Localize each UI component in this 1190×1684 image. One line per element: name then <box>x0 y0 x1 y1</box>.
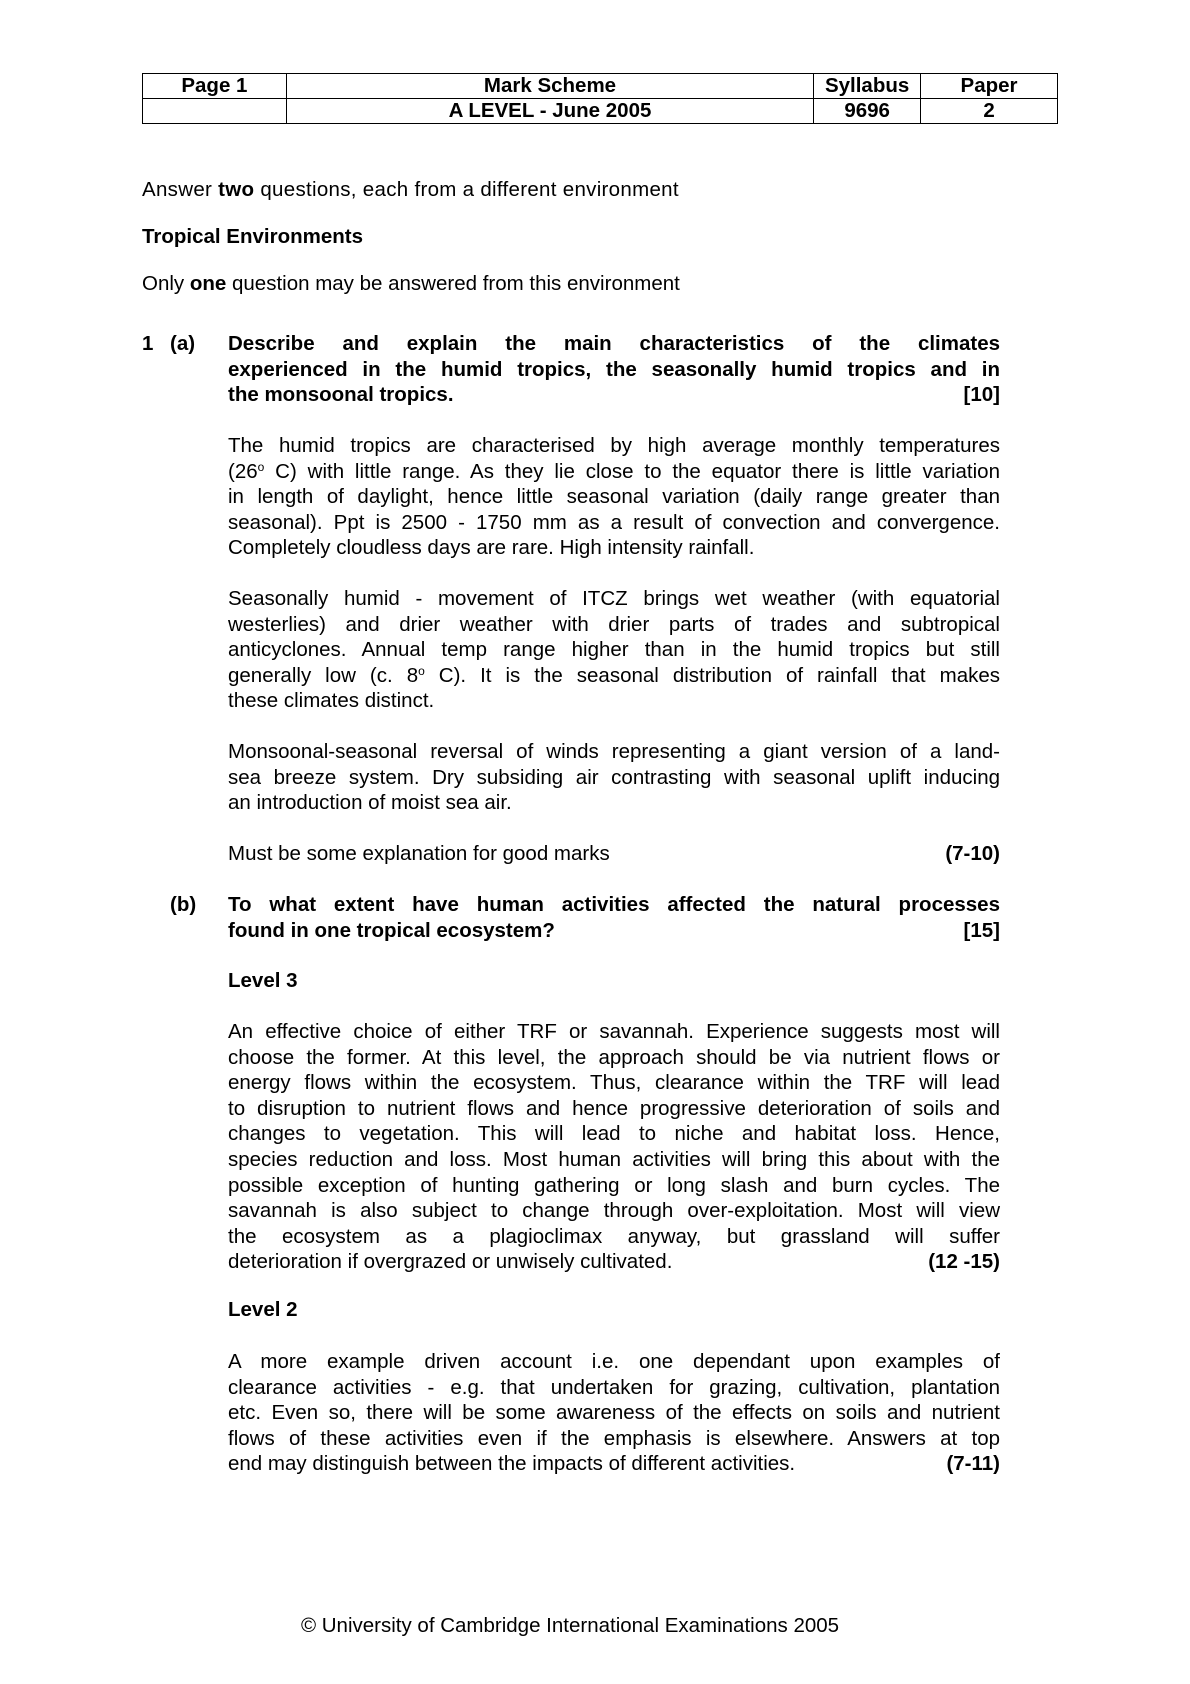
paragraph-line: A more example driven account i.e. one dependant upon examples of <box>228 1350 1000 1373</box>
paragraph-line: species reduction and loss. Most human activities will bring this about with the <box>228 1147 1000 1171</box>
part-a-question-last <box>228 382 1000 408</box>
part-a-paragraph-monsoonal <box>228 739 1000 816</box>
paragraph-line: energy flows within the ecosystem. Thus, clearance within the TRF will lead <box>228 1071 1000 1095</box>
header-syllabus-value: 9696 <box>814 99 921 124</box>
level-2-heading: Level 2 <box>228 1298 298 1321</box>
part-a-question-line: experienced in the humid tropics, the seasonally humid tropics and in <box>228 357 1000 381</box>
paragraph-line: sea breeze system. Dry subsiding air contrasting with seasonal uplift inducing <box>228 765 1000 789</box>
section-rule-start: Only <box>142 272 190 295</box>
section-rule-end: question may be answered from this environment <box>226 272 680 295</box>
paragraph-line: anticyclones. Annual temp range higher than in the humid tropics but still <box>228 638 1000 662</box>
header-title-label: Mark Scheme <box>286 74 813 99</box>
paragraph-line: An effective choice of either TRF or savannah. Experience suggests most will <box>228 1020 1000 1043</box>
instructions-text-start: Answer <box>142 178 219 201</box>
paragraph-line: the ecosystem as a plagioclimax anyway, but grassland will suffer <box>228 1224 1000 1248</box>
part-a-question <box>228 331 1000 408</box>
paragraph-line: in length of daylight, hence little seasonal variation (daily range greater than <box>228 485 1000 509</box>
paragraph-last-line <box>228 1249 1000 1275</box>
part-b-marks: [15] <box>963 918 1000 942</box>
paragraph-line-text: C). It is the seasonal distribution of rainfall that makes <box>438 663 1000 687</box>
paragraph-line: an introduction of moist sea air. <box>228 791 512 815</box>
paragraph-line: to disruption to nutrient flows and hence progressive deterioration of soils and <box>228 1096 1000 1120</box>
header-exam-value: A LEVEL - June 2005 <box>286 99 813 124</box>
header-row-labels <box>143 74 1058 99</box>
paragraph-line <box>228 459 1000 485</box>
section-rule-emphasis: one <box>189 272 227 295</box>
part-b-question-text: found in one tropical ecosystem? <box>228 918 555 942</box>
paragraph-line: changes to vegetation. This will lead to niche and habitat loss. Hence, <box>228 1122 1000 1146</box>
part-b-question-line: To what extent have human activities affected the natural processes <box>228 893 1000 916</box>
degree-sign: o <box>257 459 265 474</box>
part-a-marks: [10] <box>963 383 1000 407</box>
header-page-value <box>143 99 287 124</box>
paragraph-line <box>228 663 1000 689</box>
paragraph-last-line <box>228 1451 1000 1477</box>
guidance-line <box>228 841 1000 867</box>
part-a-guidance <box>228 841 1000 867</box>
instructions <box>142 177 679 203</box>
temp-value: (26 <box>228 459 258 483</box>
instructions-text-end: questions, each from a different environment <box>254 178 679 201</box>
header-page-label: Page 1 <box>143 74 287 99</box>
header-syllabus-label: Syllabus <box>814 74 921 99</box>
level-3-heading: Level 3 <box>228 969 298 992</box>
paragraph-line: these climates distinct. <box>228 689 435 713</box>
copyright-footer: © University of Cambridge International Examinations 2005 <box>300 1614 840 1637</box>
part-b-question <box>228 892 1000 943</box>
paragraph-line: westerlies) and drier weather with drier parts of trades and subtropical <box>228 612 1000 636</box>
paragraph-line: clearance activities - e.g. that undertaken for grazing, cultivation, plantation <box>228 1375 1000 1399</box>
instructions-emphasis: two <box>218 178 255 201</box>
paragraph-line: flows of these activities even if the emphasis is elsewhere. Answers at top <box>228 1426 1000 1450</box>
paragraph-line: The humid tropics are characterised by high average monthly temperatures <box>228 434 1000 457</box>
header-table <box>142 73 1058 124</box>
part-a-question-text: the monsoonal tropics. <box>228 383 454 407</box>
paragraph-line: Seasonally humid - movement of ITCZ brings wet weather (with equatorial <box>228 587 1000 610</box>
header-paper-label: Paper <box>921 74 1058 99</box>
level-2-marks: (7-11) <box>946 1452 1000 1476</box>
guidance-marks: (7-10) <box>945 842 1000 865</box>
paragraph-line: possible exception of hunting gathering or long slash and burn cycles. The <box>228 1173 1000 1197</box>
paragraph-line: seasonal). Ppt is 2500 - 1750 mm as a result of convection and convergence. <box>228 510 1000 534</box>
paragraph-line: savannah is also subject to change through over-exploitation. Most will view <box>228 1199 1000 1223</box>
part-a-paragraph-humid <box>228 433 1000 561</box>
question-number: 1 <box>142 332 154 355</box>
paragraph-line: Monsoonal-seasonal reversal of winds representing a giant version of a land- <box>228 740 1000 763</box>
paragraph-line-text: end may distinguish between the impacts of different activities. <box>228 1452 796 1476</box>
part-a-question-line: Describe and explain the main characteristics of the climates <box>228 332 1000 355</box>
part-a-paragraph-seasonal <box>228 586 1000 714</box>
header-paper-value: 2 <box>921 99 1058 124</box>
level-3-marks: (12 -15) <box>928 1250 1000 1274</box>
paragraph-line: Completely cloudless days are rare. High intensity rainfall. <box>228 536 755 560</box>
section-rule <box>142 271 680 297</box>
part-b-label: (b) <box>170 893 197 916</box>
paragraph-line: choose the former. At this level, the approach should be via nutrient flows or <box>228 1045 1000 1069</box>
part-a-label: (a) <box>170 332 196 355</box>
paragraph-line-text: C) with little range. As they lie close to the equator there is little variation <box>275 459 1000 483</box>
guidance-text: Must be some explanation for good marks <box>228 842 610 865</box>
part-b-question-last <box>228 918 1000 944</box>
paragraph-line: etc. Even so, there will be some awareness of the effects on soils and nutrient <box>228 1401 1000 1425</box>
degree-sign: o <box>418 663 425 678</box>
paragraph-line-text: deterioration if overgrazed or unwisely cultivated. <box>228 1250 673 1274</box>
header-row-values <box>143 99 1058 124</box>
level-3-paragraph <box>228 1019 1000 1275</box>
temp-value: generally low (c. 8 <box>228 663 419 687</box>
level-2-paragraph <box>228 1349 1000 1477</box>
section-title: Tropical Environments <box>142 225 363 248</box>
